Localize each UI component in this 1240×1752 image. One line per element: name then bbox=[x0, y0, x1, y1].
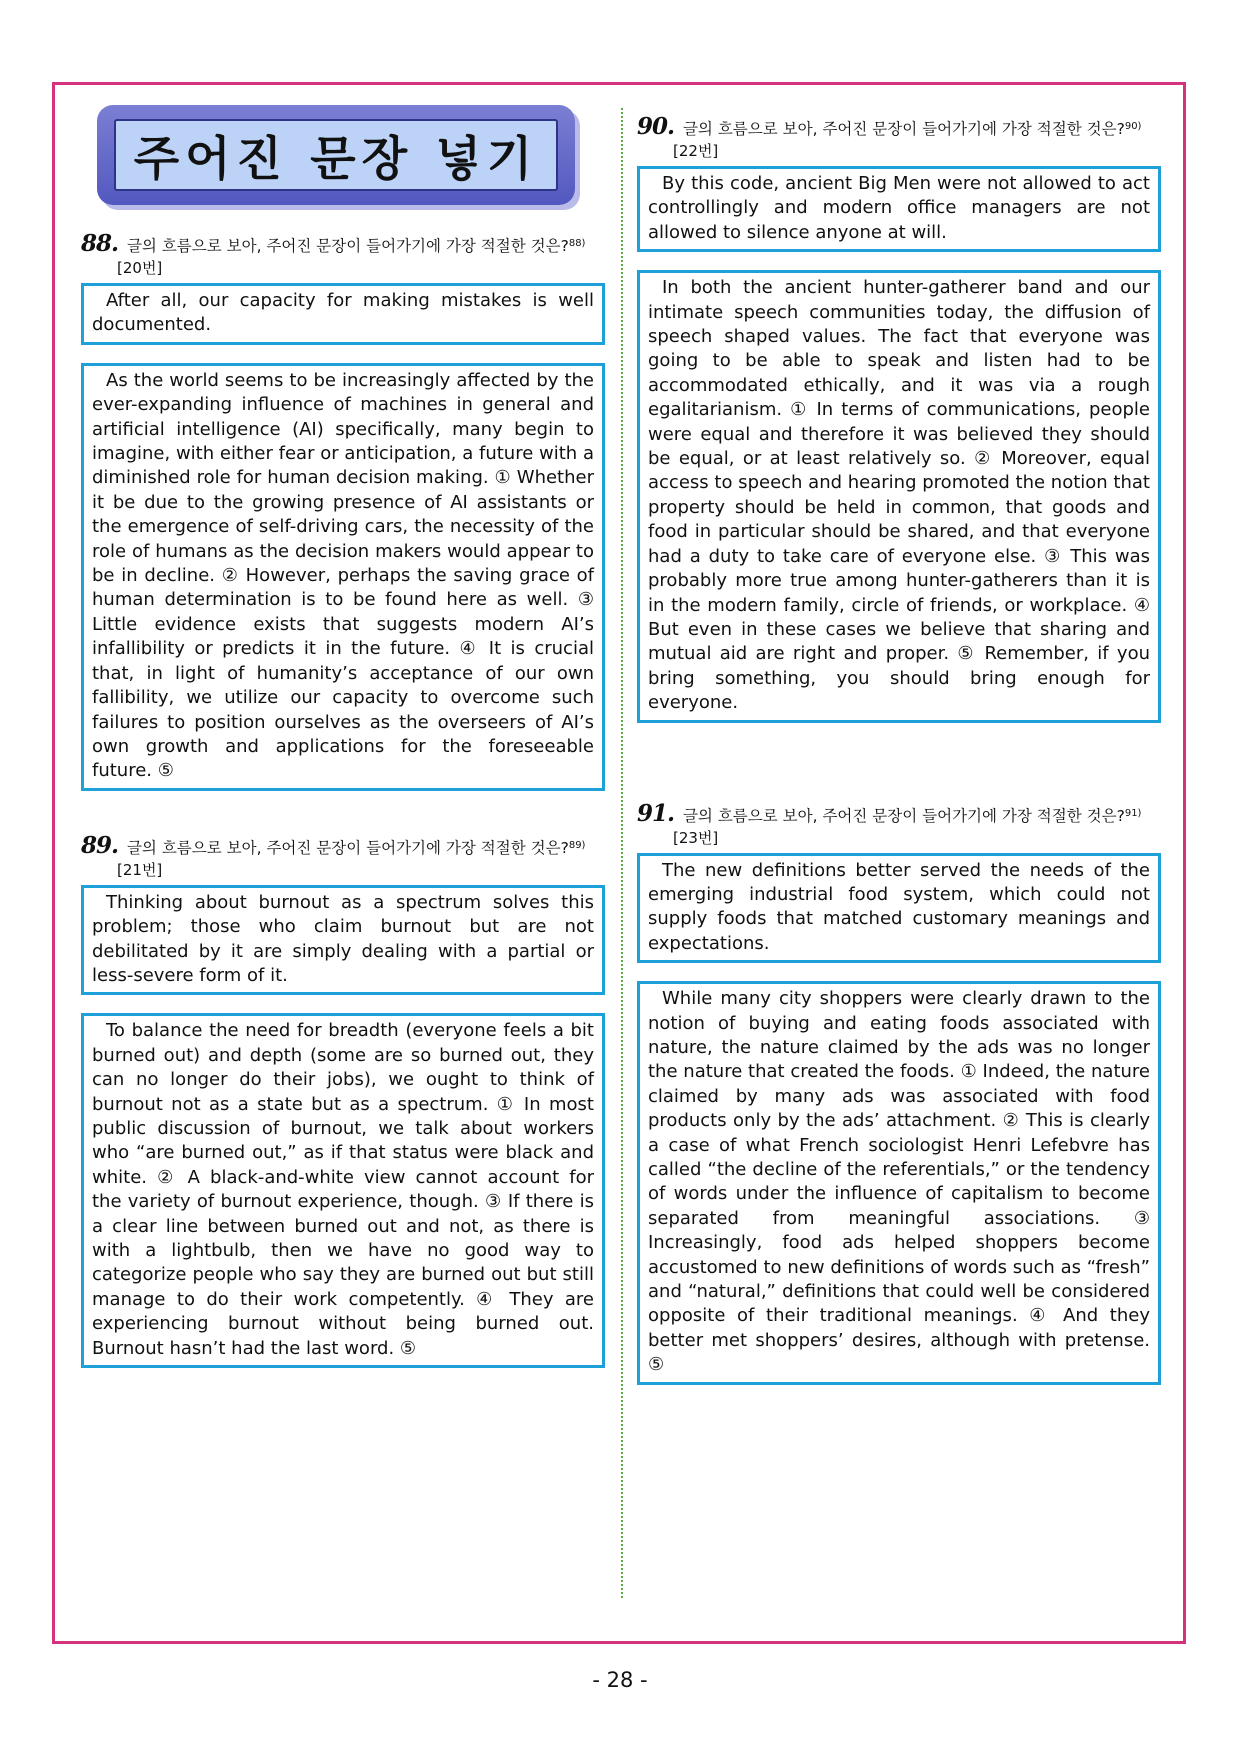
column-divider bbox=[621, 108, 623, 1598]
question-number: 89. bbox=[81, 831, 119, 859]
right-column bbox=[637, 113, 1161, 1395]
question-header bbox=[637, 799, 1161, 849]
question-header bbox=[81, 230, 605, 279]
question-91 bbox=[637, 799, 1161, 1385]
question-ref: [22번] bbox=[673, 142, 719, 160]
question-90 bbox=[637, 113, 1161, 723]
passage-box: To balance the need for breadth (everyone feels a bit burned out) and depth (some are so burned out, they can no longer do their jobs), we ought to think of burnout not as a state but as a spectrum. ① In most public discussion of burnout, we talk about workers who “are burned out,” as if that status were black and white. ② A black-and-white view cannot account for the variety of burnout experience, though. ③ If there is a clear line between burned out and not, as there is with a lightbulb, then we have no good way to categorize people who say they are burned out but still manage to do their work competently. ④ They are experiencing burnout without being burned out. Burnout hasn’t had the last word. ⑤ bbox=[81, 1013, 605, 1368]
footnote-marker: 89) bbox=[568, 839, 586, 851]
question-prompt: 글의 흐름으로 보아, 주어진 문장이 들어가기에 가장 적절한 것은? bbox=[126, 237, 569, 255]
question-prompt: 글의 흐름으로 보아, 주어진 문장이 들어가기에 가장 적절한 것은? bbox=[682, 806, 1125, 825]
question-89 bbox=[81, 831, 605, 1368]
question-ref: [23번] bbox=[673, 828, 719, 847]
question-header bbox=[637, 113, 1161, 162]
given-sentence-box: Thinking about burnout as a spectrum solves this problem; those who claim burnout but are not debilitated by it are simply dealing with a partial or less-severe form of it. bbox=[81, 885, 605, 996]
given-sentence-box: The new definitions better served the needs of the emerging industrial food system, which could not supply foods that matched customary meanings and expectations. bbox=[637, 853, 1161, 964]
question-prompt: 글의 흐름으로 보아, 주어진 문장이 들어가기에 가장 적절한 것은? bbox=[126, 838, 569, 857]
question-ref: [21번] bbox=[117, 860, 163, 879]
question-prompt: 글의 흐름으로 보아, 주어진 문장이 들어가기에 가장 적절한 것은? bbox=[682, 120, 1125, 138]
question-header bbox=[81, 831, 605, 881]
section-title-banner bbox=[97, 105, 577, 213]
footnote-marker: 91) bbox=[1124, 807, 1142, 819]
question-number: 91. bbox=[637, 799, 675, 827]
footnote-marker: 88) bbox=[568, 238, 586, 249]
passage-box: As the world seems to be increasingly affected by the ever-expanding influence of machines in general and artificial intelligence (AI) specifically, many begin to imagine, with either fear or anticipation, a future with a diminished role for human decision making. ① Whether it be due to the growing presence of AI assistants or the emergence of self-driving cars, the necessity of the role of humans as the decision makers would appear to be in decline. ② However, perhaps the saving grace of human determination is to be found here as well. ③ Little evidence exists that suggests modern AI’s infallibility or predicts it in the future. ④ It is crucial that, in light of humanity’s acceptance of our own fallibility, we utilize our capacity to overcome such failures to position ourselves as the overseers of AI’s own growth and applications for the foreseeable future. ⑤ bbox=[81, 363, 605, 791]
page-number: - 28 - bbox=[592, 1668, 648, 1692]
given-sentence-box: After all, our capacity for making mistakes is well documented. bbox=[81, 283, 605, 345]
section-title: 주어진 문장 넣기 bbox=[114, 119, 558, 191]
left-column bbox=[81, 105, 605, 1378]
question-ref: [20번] bbox=[117, 259, 163, 277]
question-88 bbox=[81, 230, 605, 791]
passage-box: In both the ancient hunter-gatherer band and our intimate speech communities today, the diffusion of speech shaped values. The fact that everyone was going to be able to speak and listen had to be accommodated ethically, and it was via a rough egalitarianism. ① In terms of communications, people were equal and therefore it was believed they should be equal, or at least relatively so. ② Moreover, equal access to speech and hearing promoted the notion that property should be held in common, that goods and food in particular should be shared, and that everyone had a duty to take care of everyone else. ③ This was probably more true among hunter-gatherers than it is in the modern family, circle of friends, or workplace. ④ But even in these cases we believe that sharing and mutual aid are right and proper. ⑤ Remember, if you bring something, you should bring enough for everyone. bbox=[637, 270, 1161, 722]
given-sentence-box: By this code, ancient Big Men were not allowed to act controllingly and modern office managers are not allowed to silence anyone at will. bbox=[637, 166, 1161, 252]
footnote-marker: 90) bbox=[1124, 121, 1142, 132]
question-number: 90. bbox=[637, 113, 675, 140]
question-number: 88. bbox=[81, 230, 119, 257]
passage-box: While many city shoppers were clearly drawn to the notion of buying and eating foods associated with nature, the nature claimed by the ads was no longer the nature that created the foods. ① Indeed, the nature claimed by many ads was associated with food products only by the ads’ attachment. ② This is clearly a case of what French sociologist Henri Lefebvre has called “the decline of the referentials,” or the tendency of words under the influence of capitalism to become separated from meaningful associations. ③ Increasingly, food ads helped shoppers become accustomed to new definitions of words such as “fresh” and “natural,” definitions that could well be considered opposite of their traditional meanings. ④ And they better met shoppers’ desires, although with pretense. ⑤ bbox=[637, 981, 1161, 1385]
